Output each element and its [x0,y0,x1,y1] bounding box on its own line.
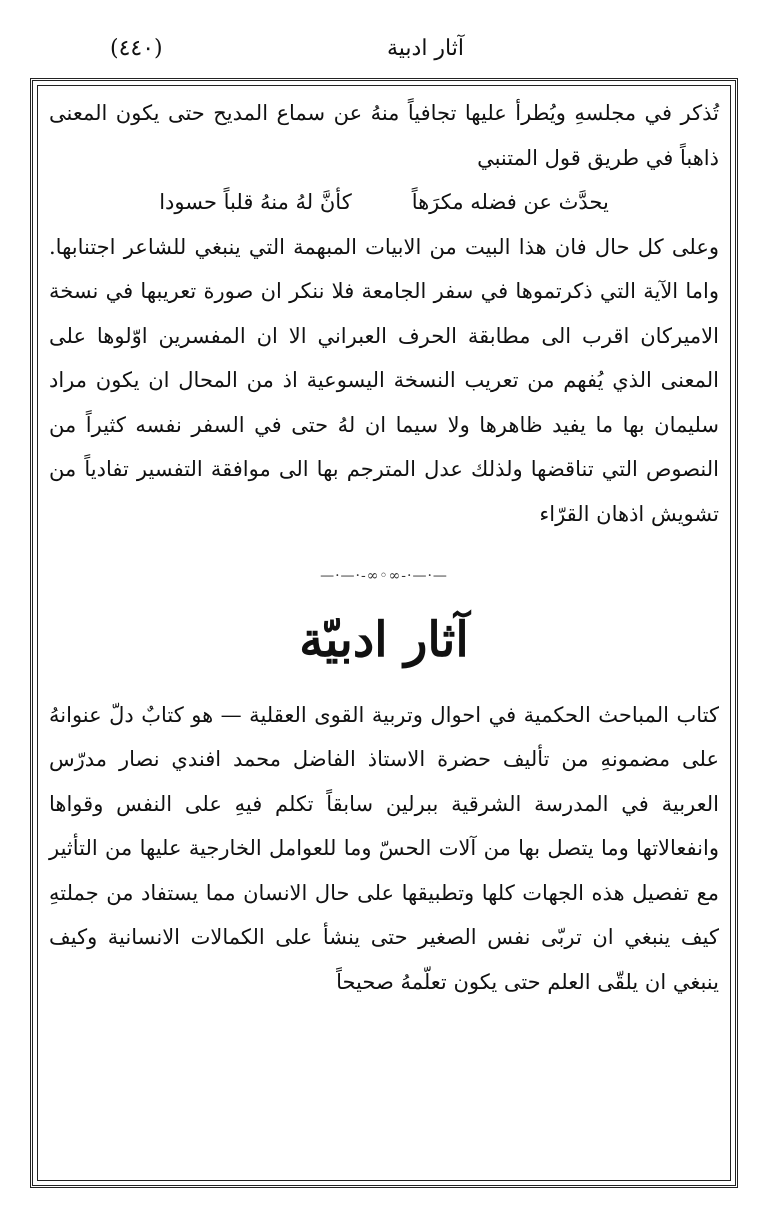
page-number: (٤٤٠) [110,36,163,61]
verse-first-hemistich: يحدَّث عن فضله مكرَهاً [411,190,609,214]
page-header [40,22,736,72]
verse-second-hemistich: كأنَّ لهُ منهُ قلباً حسودا [159,190,352,214]
section-title: آثار ادبيّة [299,611,469,668]
poetry-verse [49,180,719,225]
running-title: آثار ادبية [386,36,464,61]
bottom-paragraph: كتاب المباحث الحكمية في احوال وتربية القوى العقلية — هو كتابٌ دلّ عنوانهُ على مضمونهِ من تأليف حضرة الاستاذ الفاضل محمد افندي نصار مدرّس العربية في المدرسة الشرقية ببرلين سابقاً تكلم فيهِ على النفس وقواها وانفعالاتها وما يتصل بها من آلات الحسّ وما للعوامل الخارجية عليها من التأثير مع تفصيل هذه الجهات كلها وتطبيقها على حال الانسان مما يستفاد من جملتهِ كيف ينبغي ان تربّى نفس الصغير حتى ينشأ على الكمالات الانسانية وكيف ينبغي ان يلقّى العلم حتى يكون تعلّمهُ صحيحاً [49,702,719,994]
page-body [49,91,719,1004]
middle-paragraph: وعلى كل حال فان هذا البيت من الابيات المبهمة التي ينبغي للشاعر اجتنابها. واما الآية التي ذكرتموها في سفر الجامعة فلا ننكر ان صورة تعريبها في نسخة الاميركان اقرب الى مطابقة الحرف العبراني الا ان المفسرين اوّلوها على المعنى الذي يُفهم من تعريب النسخة اليسوعية اذ من المحال ان يكون مراد سليمان بها ما يفيد ظاهرها ولا سيما ان لهُ حتى في السفر نفسه كثيراً من النصوص التي تناقضها ولذلك عدل المترجم بها الى موافقة التفسير تفادياً من تشويش اذهان القرّاء [49,234,719,526]
top-paragraph: تُذكر في مجلسهِ ويُطرأ عليها تجافياً منهُ عن سماع المديح حتى يكون المعنى ذاهباً في طريق قول المتنبي [49,101,719,170]
ornament-divider: —·—·-∞◦∞-·—·— [320,568,448,584]
page-frame [30,78,738,1188]
